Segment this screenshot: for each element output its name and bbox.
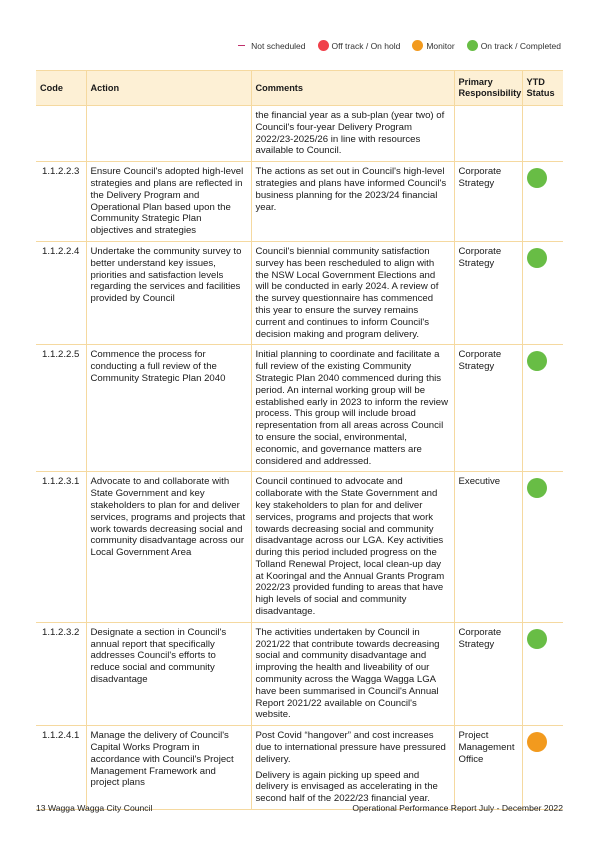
- page-footer: [36, 803, 563, 813]
- organisation-name: Wagga Wagga City Council: [47, 803, 153, 813]
- header-code: Code: [36, 71, 86, 106]
- action-comments: [251, 345, 454, 472]
- comment-paragraph: Initial planning to coordinate and facilitate a full review of the existing Community Strategic Plan 2040 commenced during this period. An internal working group will be established early in 2023 to inform the review process. This group will include broad representation from all areas across Council to ensure the social, environmental, economic, and governance matters are considered and addressed.: [255, 349, 449, 467]
- header-ytd-status: YTD Status: [522, 71, 563, 106]
- red-circle-icon: [318, 40, 329, 51]
- primary-responsibility: Corporate Strategy: [454, 162, 522, 242]
- table-row: [36, 622, 563, 725]
- footer-left: [36, 803, 152, 813]
- action-comments: [251, 622, 454, 725]
- table-row: [36, 472, 563, 623]
- orange-status-circle-icon: [527, 732, 547, 752]
- green-status-circle-icon: [527, 629, 547, 649]
- table-row: [36, 106, 563, 162]
- legend-not-scheduled-label: Not scheduled: [251, 40, 306, 51]
- ytd-status: [522, 345, 563, 472]
- table-row: [36, 345, 563, 472]
- green-status-circle-icon: [527, 478, 547, 498]
- ytd-status: [522, 622, 563, 725]
- page-number: 13: [36, 803, 46, 813]
- legend-monitor: [412, 40, 454, 51]
- primary-responsibility: Corporate Strategy: [454, 241, 522, 344]
- primary-responsibility: Corporate Strategy: [454, 345, 522, 472]
- action-code: 1.1.2.3.1: [36, 472, 86, 623]
- header-action: Action: [86, 71, 251, 106]
- table-row: [36, 726, 563, 810]
- action-comments: [251, 472, 454, 623]
- table-row: [36, 241, 563, 344]
- primary-responsibility: Corporate Strategy: [454, 622, 522, 725]
- action-description: [86, 106, 251, 162]
- action-code: [36, 106, 86, 162]
- legend-on-track-label: On track / Completed: [480, 40, 561, 51]
- comment-paragraph: Council continued to advocate and collaborate with the State Government and key stakeholders to plan for and deliver services, programs and projects that work towards decreasing social and community disadvantage across our LGA. Key activities during this period included progress on the Tolland Renewal Project, local clean-up day at Kooringal and the Annual Grants Program 2022/23 provided funding to areas that have high levels of social and community disadvantage.: [255, 476, 445, 618]
- report-title: Operational Performance Report July - December 2022: [352, 803, 563, 813]
- green-status-circle-icon: [527, 248, 547, 268]
- legend-off-track: [318, 40, 401, 51]
- action-code: 1.1.2.4.1: [36, 726, 86, 810]
- action-code: 1.1.2.2.3: [36, 162, 86, 242]
- action-description: Undertake the community survey to better understand key issues, priorities and satisfaction levels regarding the services and facilities provided by Council: [86, 241, 251, 344]
- legend-on-track: [467, 40, 561, 51]
- action-comments: [251, 726, 454, 810]
- action-description: Commence the process for conducting a full review of the Community Strategic Plan 2040: [86, 345, 251, 472]
- performance-table: [36, 70, 563, 810]
- green-circle-icon: [467, 40, 478, 51]
- comment-paragraph: The actions as set out in Council's high-level strategies and plans have informed Council's business planning for the 2023/24 financial year.: [255, 166, 447, 213]
- legend-not-scheduled: [238, 41, 305, 51]
- comment-paragraph: Council's biennial community satisfaction survey has been rescheduled to align with the NSW Local Government Elections and will be conducted in early 2024. A review of the survey questionnaire has commenced this year to ensure the survey remains current and continues to inform Council's decision making and program delivery.: [255, 245, 439, 340]
- legend-off-track-label: Off track / On hold: [331, 40, 401, 51]
- header-primary-responsibility: Primary Responsibility: [454, 71, 522, 106]
- status-legend: [226, 40, 561, 51]
- comment-paragraph: the financial year as a sub-plan (year two) of Council's four-year Delivery Program 2022/23-2025/26 in line with resources available to Council.: [255, 110, 445, 157]
- green-status-circle-icon: [527, 351, 547, 371]
- ytd-status: [522, 162, 563, 242]
- comment-paragraph: Post Covid “hangover” and cost increases due to international pressure have pressured delivery.: [255, 730, 446, 765]
- table-header-row: [36, 71, 563, 106]
- action-description: Advocate to and collaborate with State Government and key stakeholders to plan for and deliver services, programs and projects that work towards decreasing social and community disadvantage across our Local Government Area: [86, 472, 251, 623]
- comment-paragraph: The activities undertaken by Council in 2021/22 that contribute towards decreasing social and community disadvantage and improving the health and liveability of our community across the Wagga Wagga LGA have been summarised in Council's Annual Report 2021/22 available on Council's website.: [255, 626, 440, 721]
- primary-responsibility: Executive: [454, 472, 522, 623]
- action-description: Manage the delivery of Council's Capital Works Program in accordance with Council's Project Management Framework and project plans: [86, 726, 251, 810]
- ytd-status: [522, 472, 563, 623]
- ytd-status: [522, 726, 563, 810]
- table-body: [36, 106, 563, 810]
- action-comments: [251, 162, 454, 242]
- legend-monitor-label: Monitor: [426, 40, 455, 51]
- action-code: 1.1.2.3.2: [36, 622, 86, 725]
- ytd-status: [522, 106, 563, 162]
- action-comments: [251, 106, 454, 162]
- action-comments: [251, 241, 454, 344]
- comment-paragraph: Delivery is again picking up speed and delivery is envisaged as accelerating in the second half of the 2022/23 financial year.: [255, 769, 438, 805]
- action-code: 1.1.2.2.5: [36, 345, 86, 472]
- orange-circle-icon: [412, 40, 423, 51]
- ytd-status: [522, 241, 563, 344]
- action-code: 1.1.2.2.4: [36, 241, 86, 344]
- primary-responsibility: [454, 106, 522, 162]
- primary-responsibility: Project Management Office: [454, 726, 522, 810]
- green-status-circle-icon: [527, 168, 547, 188]
- table-row: [36, 162, 563, 242]
- action-description: Designate a section in Council's annual report that specifically addresses Council's efforts to reduce social and community disadvantage: [86, 622, 251, 725]
- header-comments: Comments: [251, 71, 454, 106]
- action-description: Ensure Council's adopted high-level strategies and plans are reflected in the Delivery Program and Operational Plan based upon the Community Strategic Plan objectives and strategies: [86, 162, 251, 242]
- not-scheduled-dash-icon: [238, 45, 245, 47]
